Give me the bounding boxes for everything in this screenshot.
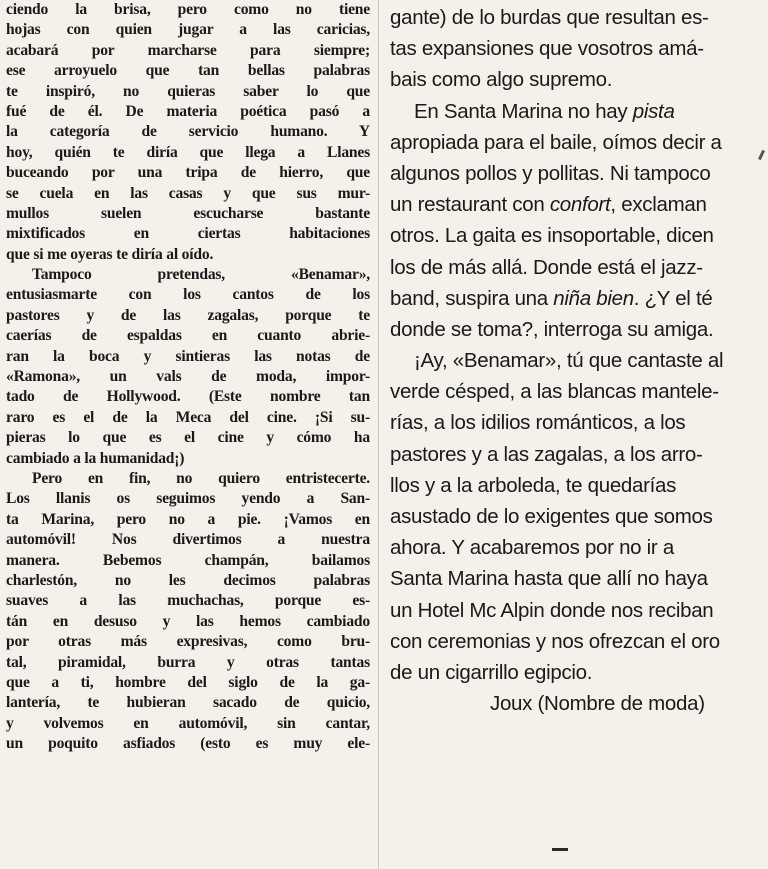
- text-segment: con ceremonias y nos ofrezcan el oro: [390, 629, 720, 653]
- text-segment: tas expansiones que vosotros amá-: [390, 37, 704, 61]
- italic-word: niña bien: [553, 286, 634, 310]
- left-column-line: pastores y de las zagalas, porque te: [6, 306, 370, 324]
- text-segment: En Santa Marina no hay: [414, 99, 633, 123]
- right-column: [390, 2, 756, 719]
- text-segment: de un cigarrillo egipcio.: [390, 660, 593, 684]
- text-segment: bais como algo supremo.: [390, 68, 613, 92]
- left-column-line: mixtificados en ciertas habitaciones: [6, 225, 370, 243]
- left-column-line: te inspiró, no quieras saber lo que: [6, 82, 370, 100]
- left-column-line: pieras lo que es el cine y cómo ha: [6, 429, 370, 447]
- left-column-line: Tampoco pretendas, «Benamar»,: [32, 266, 370, 284]
- left-column-line: manera. Bebemos champán, bailamos: [6, 551, 370, 569]
- text-segment: otros. La gaita es insoportable, dicen: [390, 224, 714, 248]
- left-column-line: Pero en fin, no quiero entristecerte.: [32, 469, 370, 487]
- left-column-line: un poquito asfiados (esto es muy ele-: [6, 735, 370, 753]
- left-column-line: mullos suelen escucharse bastante: [6, 204, 370, 222]
- left-column-line: caerías de espaldas en cuanto abrie-: [6, 327, 370, 345]
- text-segment: . ¿Y el té: [633, 286, 713, 310]
- right-column-line: [390, 283, 756, 314]
- text-segment: ¡Ay, «Benamar», tú que cantaste al: [414, 349, 724, 373]
- end-dash: [552, 848, 568, 851]
- left-column-line: tado de Hollywood. (Este nombre tan: [6, 388, 370, 406]
- left-column-line: tán en desuso y las hemos cambiado: [6, 612, 370, 630]
- right-column-line: [390, 96, 756, 127]
- right-column-line: [390, 407, 756, 438]
- left-column-line: suaves a las muchachas, porque es-: [6, 592, 370, 610]
- left-column-line: ese arroyuelo que tan bellas palabras: [6, 62, 370, 80]
- text-segment: verde césped, a las blancas mantele-: [390, 380, 719, 404]
- print-speck: [758, 150, 765, 160]
- right-column-line: [390, 2, 756, 33]
- left-column-line: fué de él. De materia poética pasó a: [6, 102, 370, 120]
- left-column-line: buceando por una tripa de hierro, que: [6, 164, 370, 182]
- left-column-line: charlestón, no les decimos palabras: [6, 571, 370, 589]
- right-column-line: [390, 252, 756, 283]
- right-column-line: [390, 563, 756, 594]
- right-column-line: [390, 501, 756, 532]
- text-segment: Santa Marina hasta que allí no haya: [390, 567, 708, 591]
- left-column-line: ta Marina, pero no a pie. ¡Vamos en: [6, 510, 370, 528]
- right-column-line: [390, 626, 756, 657]
- text-segment: , exclaman: [610, 193, 707, 217]
- text-segment: apropiada para el baile, oímos decir a: [390, 130, 722, 154]
- text-segment: Joux (Nombre de moda): [490, 692, 705, 716]
- text-segment: gante) de lo burdas que resultan es-: [390, 6, 709, 29]
- left-column-line: que a ti, hombre del siglo de la ga-: [6, 673, 370, 691]
- left-column-line: ciendo la brisa, pero como no tiene: [6, 1, 370, 18]
- text-segment: ahora. Y acabaremos por no ir a: [390, 536, 674, 560]
- left-column-line: hojas con quien jugar a las caricias,: [6, 21, 370, 39]
- left-column-line: raro es el de la Meca del cine. ¡Si su-: [6, 408, 370, 426]
- left-column-line: y volvemos en automóvil, sin cantar,: [6, 714, 370, 732]
- left-column-line: Los llanis os seguimos yendo a San-: [6, 490, 370, 508]
- italic-word: pista: [632, 99, 675, 123]
- right-column-line: [390, 33, 756, 64]
- signature-line: [390, 688, 756, 719]
- text-segment: llos y a la arboleda, te quedarías: [390, 473, 677, 497]
- left-column-line: por otras más expresivas, como bru-: [6, 633, 370, 651]
- right-column-line: [390, 439, 756, 470]
- text-segment: los de más allá. Donde está el jazz-: [390, 255, 703, 279]
- right-column-line: [390, 158, 756, 189]
- left-column-line: hoy, quién te diría que llega a Llanes: [6, 143, 370, 161]
- text-segment: band, suspira una: [390, 286, 554, 310]
- left-column-line: automóvil! Nos divertimos a nuestra: [6, 531, 370, 549]
- right-column-line: [390, 532, 756, 563]
- text-segment: donde se toma?, interroga su amiga.: [390, 317, 714, 341]
- text-segment: rías, a los idilios románticos, a los: [390, 411, 686, 435]
- right-column-line: [390, 314, 756, 345]
- left-column-line: lantería, te hubieran sacado de quicio,: [6, 694, 370, 712]
- left-column-line: que si me oyeras te diría al oído.: [6, 245, 214, 263]
- left-column: [6, 0, 370, 754]
- right-column-line: [390, 470, 756, 501]
- left-column-line: tal, piramidal, burra y otras tantas: [6, 653, 370, 671]
- text-segment: un restaurant con: [390, 193, 550, 217]
- text-segment: asustado de lo exigentes que somos: [390, 505, 713, 528]
- left-column-line: entusiasmarte con los cantos de los: [6, 286, 370, 304]
- left-column-line: acabará por marcharse para siempre;: [6, 41, 370, 59]
- left-column-line: «Ramona», un vals de moda, impor-: [6, 368, 370, 386]
- text-segment: algunos pollos y pollitas. Ni tampoco: [390, 161, 711, 185]
- right-column-line: [390, 220, 756, 251]
- italic-word: confort: [549, 193, 611, 217]
- right-column-line: [390, 64, 756, 95]
- left-column-line: ran la boca y sintieras las notas de: [6, 347, 370, 365]
- text-segment: pastores y a las zagalas, a los arro-: [390, 442, 703, 466]
- right-column-line: [390, 345, 756, 376]
- right-column-line: [390, 657, 756, 688]
- left-column-line: se cuela en las casas y que sus mur-: [6, 184, 370, 202]
- right-column-line: [390, 376, 756, 407]
- right-column-line: [390, 127, 756, 158]
- text-segment: un Hotel Mc Alpin donde nos reciban: [390, 598, 714, 622]
- left-column-line: la categoría de servicio humano. Y: [6, 123, 370, 141]
- right-column-line: [390, 189, 756, 220]
- column-divider: [378, 0, 379, 869]
- left-column-line: cambiado a la humanidad¡): [6, 449, 185, 467]
- right-column-line: [390, 595, 756, 626]
